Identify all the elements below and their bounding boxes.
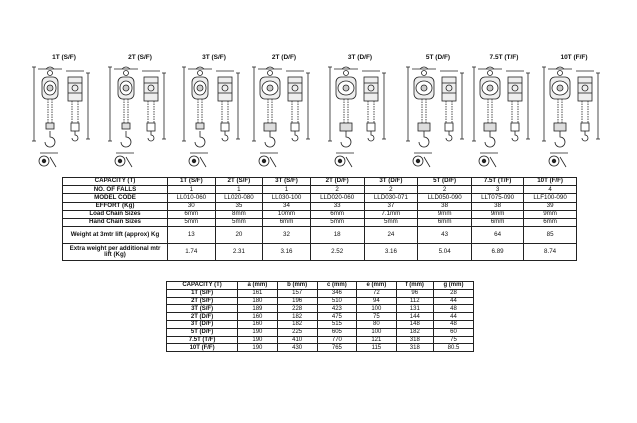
- table-cell: 410: [277, 336, 317, 344]
- hoist-drawing: [248, 54, 320, 172]
- table-cell: 160: [238, 320, 277, 328]
- table-cell: 9mm: [418, 210, 472, 218]
- table-cell: 430: [277, 344, 317, 352]
- column-header: f (mm): [396, 282, 433, 290]
- row-header: MODEL CODE: [63, 194, 168, 202]
- table-row: [63, 227, 577, 244]
- table-cell: 96: [396, 289, 433, 297]
- table-row: [63, 210, 577, 218]
- column-header: 1T (S/F): [168, 178, 216, 186]
- hoist-icon: [538, 63, 610, 171]
- row-header: Weight at 3mtr lift (approx) Kg: [63, 227, 168, 244]
- table-cell: 160: [238, 313, 277, 321]
- column-header: 3T (S/F): [263, 178, 311, 186]
- table-cell: 80: [357, 320, 396, 328]
- hoist-drawing: [28, 54, 100, 172]
- table-cell: 94: [357, 297, 396, 305]
- table-cell: 10mm: [263, 210, 311, 218]
- table-cell: 190: [238, 344, 277, 352]
- table-cell: 85: [524, 227, 577, 244]
- table-cell: 3: [471, 186, 523, 194]
- row-header: 10T (F/F): [167, 344, 238, 352]
- table-cell: LL010-060: [168, 194, 216, 202]
- table-cell: 115: [357, 344, 396, 352]
- table-row: [63, 218, 577, 226]
- row-header: 2T (D/F): [167, 313, 238, 321]
- table-cell: 4: [524, 186, 577, 194]
- table-row: [167, 344, 474, 352]
- table-cell: LL020-080: [215, 194, 263, 202]
- hoist-drawing: [538, 54, 610, 172]
- table-cell: 228: [277, 305, 317, 313]
- table-cell: 157: [277, 289, 317, 297]
- table-cell: 37: [364, 202, 418, 210]
- table-cell: 318: [396, 336, 433, 344]
- table-cell: 3.16: [263, 244, 311, 261]
- table-cell: 1: [263, 186, 311, 194]
- table-cell: 2.52: [310, 244, 364, 261]
- table-cell: 64: [471, 227, 523, 244]
- hoist-icon: [104, 63, 176, 171]
- column-header: 7.5T (T/F): [471, 178, 523, 186]
- table-cell: 5mm: [168, 218, 216, 226]
- column-header: c (mm): [317, 282, 356, 290]
- table-row: [167, 320, 474, 328]
- table-cell: 6mm: [418, 218, 472, 226]
- table-cell: 6mm: [471, 218, 523, 226]
- table-cell: 475: [317, 313, 356, 321]
- row-header: NO. OF FALLS: [63, 186, 168, 194]
- hoist-drawing: [468, 54, 540, 172]
- table-cell: 182: [277, 320, 317, 328]
- row-header: 2T (S/F): [167, 297, 238, 305]
- table-header-row: [63, 178, 577, 186]
- table-cell: 190: [238, 336, 277, 344]
- hoist-label: 2T (S/F): [128, 54, 152, 61]
- table-cell: 9mm: [471, 210, 523, 218]
- table-cell: 1: [215, 186, 263, 194]
- table-row: [167, 297, 474, 305]
- column-header: b (mm): [277, 282, 317, 290]
- table-cell: 225: [277, 328, 317, 336]
- table-cell: 33: [310, 202, 364, 210]
- table-cell: 5.04: [418, 244, 472, 261]
- table-cell: 1: [168, 186, 216, 194]
- table-cell: 44: [433, 313, 473, 321]
- row-header: 5T (D/F): [167, 328, 238, 336]
- table-cell: 100: [357, 328, 396, 336]
- table-cell: 38: [471, 202, 523, 210]
- hoist-label: 10T (F/F): [560, 54, 588, 61]
- table-cell: 182: [277, 313, 317, 321]
- table-row: [63, 244, 577, 261]
- table-row: [167, 328, 474, 336]
- row-header: Load Chain Sizes: [63, 210, 168, 218]
- table-cell: 3.16: [364, 244, 418, 261]
- table-cell: LLD050-090: [418, 194, 472, 202]
- hoist-icon: [324, 63, 396, 171]
- hoist-drawings: [28, 54, 613, 172]
- table-cell: 60: [433, 328, 473, 336]
- column-header: CAPACITY (T): [63, 178, 168, 186]
- table-cell: 32: [263, 227, 311, 244]
- table-cell: 121: [357, 336, 396, 344]
- hoist-icon: [248, 63, 320, 171]
- table-cell: 28: [433, 289, 473, 297]
- table-cell: 7.1mm: [364, 210, 418, 218]
- table-cell: 48: [433, 305, 473, 313]
- hoist-label: 2T (D/F): [271, 54, 297, 61]
- table-cell: 6mm: [263, 218, 311, 226]
- table-row: [63, 194, 577, 202]
- hoist-icon: [468, 63, 540, 171]
- table-row: [63, 186, 577, 194]
- table-cell: 9mm: [524, 210, 577, 218]
- table-cell: 5mm: [310, 218, 364, 226]
- table-header-row: [167, 282, 474, 290]
- column-header: e (mm): [357, 282, 396, 290]
- table-cell: 39: [524, 202, 577, 210]
- table-cell: 6mm: [524, 218, 577, 226]
- table-cell: 13: [168, 227, 216, 244]
- table-cell: 8mm: [215, 210, 263, 218]
- table-cell: 180: [238, 297, 277, 305]
- table-cell: 30: [168, 202, 216, 210]
- table-cell: LLD030-071: [364, 194, 418, 202]
- column-header: 5T (D/F): [418, 178, 472, 186]
- table-cell: 190: [238, 328, 277, 336]
- row-header: 3T (D/F): [167, 320, 238, 328]
- table-cell: 144: [396, 313, 433, 321]
- table-cell: LLF100-090: [524, 194, 577, 202]
- column-header: 2T (D/F): [310, 178, 364, 186]
- hoist-label: 3T (S/F): [202, 54, 226, 61]
- table-cell: 38: [418, 202, 472, 210]
- table-cell: 48: [433, 320, 473, 328]
- table-cell: 765: [317, 344, 356, 352]
- table-cell: LLT075-090: [471, 194, 523, 202]
- column-header: 10T (F/F): [524, 178, 577, 186]
- table-cell: 2: [310, 186, 364, 194]
- table-cell: 2: [364, 186, 418, 194]
- table-row: [167, 313, 474, 321]
- column-header: g (mm): [433, 282, 473, 290]
- table-cell: 148: [396, 320, 433, 328]
- table-cell: 5mm: [215, 218, 263, 226]
- hoist-drawing: [402, 54, 474, 172]
- table-cell: 515: [317, 320, 356, 328]
- hoist-icon: [178, 63, 250, 171]
- row-header: Hand Chain Sizes: [63, 218, 168, 226]
- table-cell: 196: [277, 297, 317, 305]
- table-cell: 346: [317, 289, 356, 297]
- table-cell: 43: [418, 227, 472, 244]
- table-cell: LL030-100: [263, 194, 311, 202]
- hoist-drawing: [324, 54, 396, 172]
- column-header: 3T (D/F): [364, 178, 418, 186]
- table-cell: 161: [238, 289, 277, 297]
- table-cell: 6mm: [310, 210, 364, 218]
- table-cell: 189: [238, 305, 277, 313]
- spec-table: [62, 177, 577, 261]
- table-cell: 80.5: [433, 344, 473, 352]
- dimension-table: [166, 281, 474, 352]
- table-cell: 100: [357, 305, 396, 313]
- hoist-drawing: [178, 54, 250, 172]
- row-header: 7.5T (T/F): [167, 336, 238, 344]
- table-row: [167, 289, 474, 297]
- table-cell: 510: [317, 297, 356, 305]
- row-header: EFFORT (Kg): [63, 202, 168, 210]
- row-header: 3T (S/F): [167, 305, 238, 313]
- table-cell: 5mm: [364, 218, 418, 226]
- table-cell: 72: [357, 289, 396, 297]
- table-row: [63, 202, 577, 210]
- table-cell: 423: [317, 305, 356, 313]
- table-cell: 20: [215, 227, 263, 244]
- table-cell: 18: [310, 227, 364, 244]
- table-cell: 605: [317, 328, 356, 336]
- column-header: CAPACITY (T): [167, 282, 238, 290]
- table-cell: 2: [418, 186, 472, 194]
- table-cell: 2.31: [215, 244, 263, 261]
- table-cell: 1.74: [168, 244, 216, 261]
- table-cell: 318: [396, 344, 433, 352]
- table-cell: 75: [433, 336, 473, 344]
- table-cell: 75: [357, 313, 396, 321]
- hoist-drawing: [104, 54, 176, 172]
- hoist-label: 7.5T (T/F): [489, 54, 519, 61]
- hoist-label: 1T (S/F): [52, 54, 76, 61]
- table-row: [167, 336, 474, 344]
- table-cell: 770: [317, 336, 356, 344]
- hoist-label: 5T (D/F): [425, 54, 451, 61]
- column-header: 2T (S/F): [215, 178, 263, 186]
- table-cell: 6.89: [471, 244, 523, 261]
- table-cell: 8.74: [524, 244, 577, 261]
- table-cell: 6mm: [168, 210, 216, 218]
- hoist-icon: [28, 63, 100, 171]
- row-header: Extra weight per additional mtr lift (Kg): [63, 244, 168, 261]
- table-cell: 182: [396, 328, 433, 336]
- row-header: 1T (S/F): [167, 289, 238, 297]
- table-cell: 35: [215, 202, 263, 210]
- table-cell: 131: [396, 305, 433, 313]
- table-cell: 24: [364, 227, 418, 244]
- table-cell: 44: [433, 297, 473, 305]
- table-cell: 34: [263, 202, 311, 210]
- hoist-icon: [402, 63, 474, 171]
- table-row: [167, 305, 474, 313]
- column-header: a (mm): [238, 282, 277, 290]
- table-cell: LLD020-060: [310, 194, 364, 202]
- table-cell: 112: [396, 297, 433, 305]
- hoist-label: 3T (D/F): [347, 54, 373, 61]
